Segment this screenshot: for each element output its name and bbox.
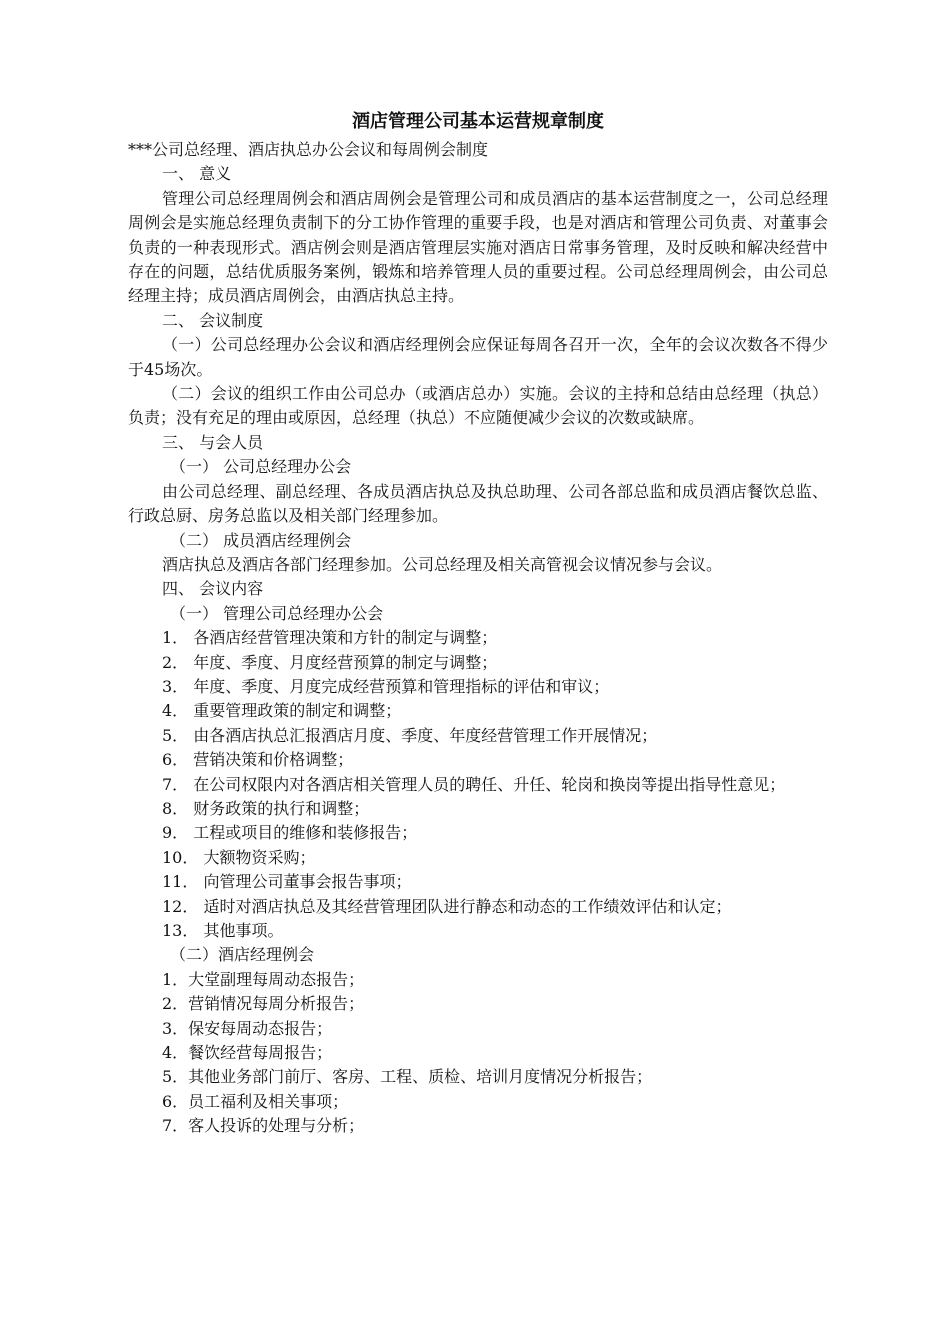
list-item: 5．其他业务部门前厅、客房、工程、质检、培训月度情况分析报告； bbox=[162, 1067, 653, 1087]
list-item: 1． 各酒店经营管理决策和方针的制定与调整； bbox=[162, 628, 498, 648]
document-subtitle: ***公司总经理、酒店执总办公会议和每周例会制度 bbox=[128, 140, 489, 159]
list-item: 8． 财务政策的执行和调整； bbox=[162, 798, 370, 818]
section-2-paragraph-1: （一）公司总经理办公会议和酒店经理例会应保证每周各召开一次，全年的会议次数各不得少于45场次。 bbox=[128, 335, 828, 379]
section-heading-4: 四、 会议内容 bbox=[162, 579, 264, 599]
section-3-subheading-2: （二） 成员酒店经理例会 bbox=[170, 530, 352, 550]
list-item: 9． 工程或项目的维修和装修报告； bbox=[162, 823, 418, 843]
list-item: 4． 重要管理政策的制定和调整； bbox=[162, 701, 402, 721]
list-item: 4．餐饮经营每周报告； bbox=[162, 1043, 333, 1063]
meeting-agenda-list-2 bbox=[128, 968, 828, 1139]
list-item: 12． 适时对酒店执总及其经营管理团队进行静态和动态的工作绩效评估和认定； bbox=[162, 896, 732, 916]
list-item: 2．营销情况每周分析报告； bbox=[162, 994, 365, 1014]
list-item: 6． 营销决策和价格调整； bbox=[162, 750, 354, 770]
section-heading-2: 二、 会议制度 bbox=[162, 310, 264, 330]
section-4-subheading-2: （二）酒店经理例会 bbox=[170, 945, 315, 965]
section-4-subheading-1: （一） 管理公司总经理办公会 bbox=[170, 603, 384, 623]
document-title: 酒店管理公司基本运营规章制度 bbox=[352, 111, 604, 132]
list-item: 11． 向管理公司董事会报告事项； bbox=[162, 872, 412, 892]
list-item: 7． 在公司权限内对各酒店相关管理人员的聘任、升任、轮岗和换岗等提出指导性意见； bbox=[162, 774, 786, 794]
list-item: 10． 大额物资采购； bbox=[162, 847, 316, 867]
list-item: 7．客人投诉的处理与分析； bbox=[162, 1116, 365, 1136]
list-item: 5． 由各酒店执总汇报酒店月度、季度、年度经营管理工作开展情况； bbox=[162, 725, 658, 745]
section-heading-3: 三、 与会人员 bbox=[162, 432, 264, 452]
section-3-subheading-1: （一） 公司总经理办公会 bbox=[170, 457, 352, 477]
document-page bbox=[128, 108, 828, 1139]
list-item: 13． 其他事项。 bbox=[162, 921, 284, 940]
list-item: 3． 年度、季度、月度完成经营预算和管理指标的评估和审议； bbox=[162, 676, 610, 696]
list-item: 3．保安每周动态报告； bbox=[162, 1018, 333, 1038]
section-1-paragraph: 管理公司总经理周例会和酒店周例会是管理公司和成员酒店的基本运营制度之一，公司总经理周例会是实施总经理负责制下的分工协作管理的重要手段，也是对酒店和管理公司负责、对董事会负责的一种表现形式。酒店例会则是酒店管理层实施对酒店日常事务管理，及时反映和解决经营中存在的问题，总结优质服务案例，锻炼和培养管理人员的重要过程。公司总经理周例会，由公司总经理主持；成员酒店周例会，由酒店执总主持。 bbox=[128, 188, 828, 306]
list-item: 1．大堂副理每周动态报告； bbox=[162, 969, 365, 989]
section-3-paragraph-1: 由公司总经理、副总经理、各成员酒店执总及执总助理、公司各部总监和成员酒店餐饮总监、行政总厨、房务总监以及相关部门经理参加。 bbox=[128, 481, 828, 526]
section-2-paragraph-2: （二）会议的组织工作由公司总办（或酒店总办）实施。会议的主持和总结由总经理（执总）负责；没有充足的理由或原因，总经理（执总）不应随便减少会议的次数或缺席。 bbox=[128, 384, 828, 428]
meeting-agenda-list-1 bbox=[128, 626, 828, 943]
section-3-paragraph-2: 酒店执总及酒店各部门经理参加。公司总经理及相关高管视会议情况参与会议。 bbox=[162, 554, 723, 574]
list-item: 6．员工福利及相关事项； bbox=[162, 1091, 349, 1111]
list-item: 2． 年度、季度、月度经营预算的制定与调整； bbox=[162, 652, 498, 672]
section-heading-1: 一、 意义 bbox=[162, 164, 232, 184]
